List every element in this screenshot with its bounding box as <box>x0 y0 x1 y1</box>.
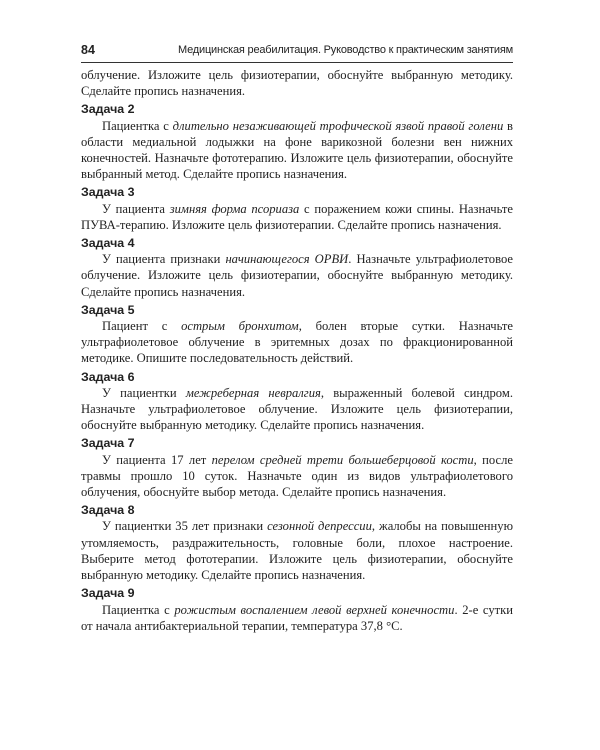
task-text-before: У пациентки 35 лет признаки <box>102 519 268 534</box>
task-diagnosis: сезонной депрессии <box>267 519 372 534</box>
task-text-after: , жалобы на повышенную утомляемость, раздражительность, головные боли, плохое настроение. Выберите метод фототерапии. Изложите цель физиотерапии, обоснуйте выбранную методику. Сделайте пропись назначения. <box>81 519 513 583</box>
task-6 <box>81 369 513 434</box>
task-text-before: Пациент с <box>102 319 182 334</box>
task-5 <box>81 302 513 367</box>
task-title: Задача 2 <box>81 102 135 117</box>
book-page <box>81 38 513 634</box>
task-text <box>81 251 513 300</box>
task-title: Задача 8 <box>81 503 135 518</box>
task-2 <box>81 101 513 182</box>
task-title: Задача 3 <box>81 185 135 200</box>
task-title: Задача 4 <box>81 236 135 251</box>
task-title: Задача 7 <box>81 436 135 451</box>
task-title: Задача 6 <box>81 369 135 384</box>
task-9 <box>81 585 513 634</box>
task-text-before: Пациентка с <box>102 118 173 133</box>
task-text <box>81 518 513 583</box>
page-number: 84 <box>81 43 95 57</box>
task-title: Задача 9 <box>81 586 135 601</box>
task-text-after: . Назначьте ультрафиолетовое облучение. Изложите цель физиотерапии, обоснуйте выбранную методику. Сделайте пропись назначения. <box>81 252 513 299</box>
task-8 <box>81 502 513 583</box>
task-text-before: У пациента 17 лет <box>102 452 212 467</box>
task-diagnosis: начинающегося ОРВИ <box>225 252 349 267</box>
task-text-after: . 2-е сутки от начала антибактериальной терапии, температура 37,8 °С. <box>81 602 514 633</box>
task-diagnosis: рожистым воспалением левой верхней конечности <box>174 602 455 617</box>
running-title: Медицинская реабилитация. Руководство к практическим занятиям <box>178 44 513 56</box>
task-text <box>81 452 513 501</box>
task-diagnosis: зимняя форма псориаза <box>169 201 300 216</box>
task-4 <box>81 235 513 300</box>
task-7 <box>81 435 513 500</box>
page-header <box>81 38 513 63</box>
task-text-after: с поражением кожи спины. Назначьте ПУВА-терапию. Изложите цель физиотерапии. Сделайте пропись назначения. <box>81 201 513 232</box>
task-text-after: , после травмы прошло 10 суток. Назначьте один из видов ультрафиолетового облучения, обоснуйте выбор метода. Сделайте пропись назначения. <box>81 452 513 500</box>
task-text-before: У пациента признаки <box>102 252 226 267</box>
task-text <box>81 602 513 634</box>
task-title: Задача 5 <box>81 302 135 317</box>
intro-paragraph: облучение. Изложите цель физиотерапии, обоснуйте выбранную методику. Сделайте пропись назначения. <box>81 68 513 99</box>
task-text-after: , болен вторые сутки. Назначьте ультрафиолетовое облучение в эритемных дозах по фракционированной методике. Опишите последовательность действий. <box>81 319 513 366</box>
task-diagnosis: длительно незаживающей трофической язвой правой голени <box>172 118 504 133</box>
task-text-before: У пациента <box>102 201 170 216</box>
task-text-before: Пациентка с <box>102 602 175 617</box>
task-3 <box>81 184 513 233</box>
task-text-before: У пациентки <box>102 385 186 400</box>
task-text <box>81 385 513 434</box>
task-diagnosis: межреберная невралгия <box>185 385 321 400</box>
task-text <box>81 318 513 367</box>
page-content <box>81 67 513 634</box>
task-diagnosis: острым бронхитом <box>181 319 299 334</box>
task-text-after: , выраженный болевой синдром. Назначьте ультрафиолетовое облучение. Изложите цель физиотерапии, обоснуйте выбранную методику. Сделайте пропись назначения. <box>81 385 513 433</box>
task-text <box>81 201 513 233</box>
task-diagnosis: перелом средней трети большеберцовой кости <box>211 452 474 467</box>
task-text <box>81 118 513 183</box>
task-text-after: в области медиальной лодыжки на фоне варикозной болезни вен нижних конечностей. Назначьте фототерапию. Изложите цель физиотерапии, обоснуйте выбранный метод. Сделайте пропись назначения. <box>81 118 513 182</box>
